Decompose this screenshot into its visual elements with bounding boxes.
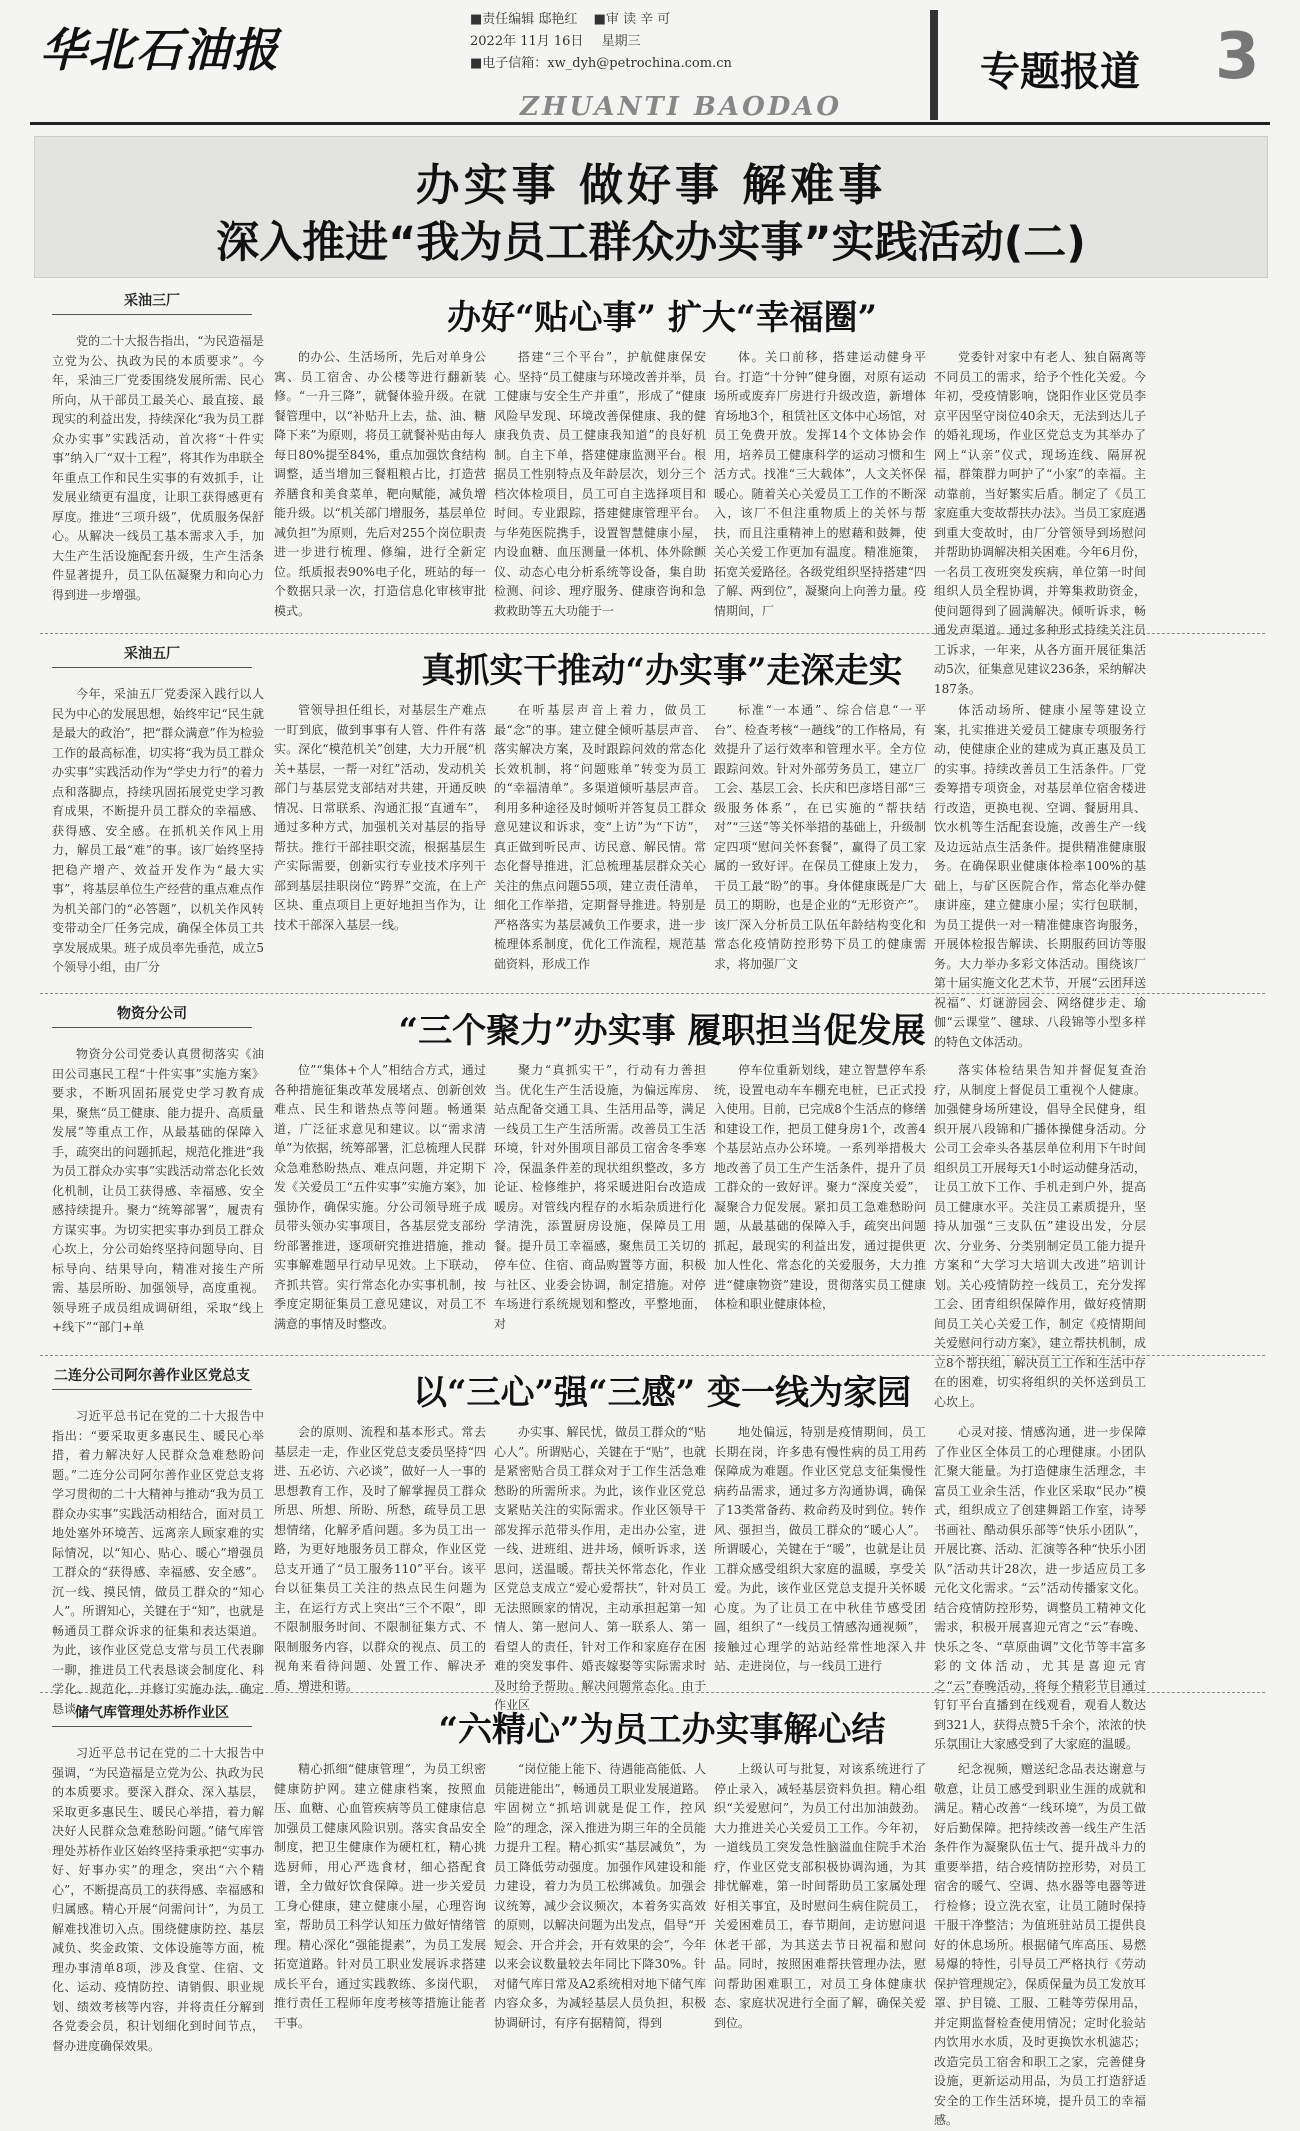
article-column [274,1760,486,2030]
article-column [494,701,706,979]
article-paragraph: 体。关口前移，搭建运动健身平台。打造“十分钟”健身圈，对原有运动场所或废弃厂房进行升级改造，新增体育场地3个，租赁社区文体中心场馆，对员工免费开放。发挥14个文体协会作用，培养员工健康科学的运动习惯和生活方式。找准“三大载体”，人文关怀保暖心。随着关心关爱员工工作的不断深入，该厂不但注重物质上的关怀与帮扶，而且注重精神上的慰藉和鼓舞，使关心关爱工作更加有温度。精准施策，拓宽关爱路径。各级党组织坚持搭建“四了解、两到位”，凝聚向上向善力量。疫情期间，厂 [714,350,926,618]
article-unit: 采油五厂 [52,643,252,668]
article-paragraph: 体活动场所、健康小屋等建设立案，扎实推进关爱员工健康专项服务行动，使健康企业的建成为真正惠及员工的实事。持续改善员工生活条件。厂党委筹措专项资金，对基层单位宿舍楼进行改造，更换电视、空调、餐厨用具、饮水机等生活配套设施，改善生产一线及边远站点生活条件。提供精准健康服务。在确保职业健康体检率100%的基础上，与矿区医院合作，常态化举办健康讲座，建立健康小屋；实行包联制，为员工提供一对一精准健康咨询服务，开展体检报告解读、长期服药回访等服务。大力举办多彩文体活动。围绕该厂第十届实施文化艺术节，开展“云团拜送祝福”、灯谜游园会、网络健步走、瑜伽“云课堂”、毽球、八段锦等小型多样的特色文体活动。 [934,703,1146,1049]
masthead-divider [930,10,938,120]
article-separator [40,1355,1265,1356]
article-paragraph: 搭建“三个平台”，护航健康保安心。坚持“员工健康与环境改善并举，员工健康与安全生产并重”，形成了“健康风险早发现、环境改善保健康、我的健康我负责、员工健康我知道”的良好机制。自主下单，搭建健康监测平台。根据员工性别特点及年龄层次，划分三个档次体检项目，员工可自主选择项目和时间。专业跟踪，搭建健康管理平台。与华苑医院携手，设置智慧健康小屋，内设血糖、血压测量一体机、体外除颤仪、动态心电分析系统等设备，集自助检测、问诊、理疗服务、健康咨询和急救救助等五大功能于一 [494,350,706,618]
section-pinyin: ZHUANTI BAODAO [520,92,843,122]
article-paragraph: 上级认可与批复，对该系统进行了停止录入，减轻基层资料负担。精心组织“关爱慰问”，为员工付出加油鼓劲。大力推进关心关爱员工工作。今年初，一道线员工突发急性脑溢血住院手术治疗，作业区党支部积极协调沟通，为其排忧解难，第一时间帮助员工家属处理好相关事宜，及时慰问生病住院员工，关爱困难员工，春节期间，走访慰问退休老干部，为其送去节日祝福和慰问品。同时，按照困难帮扶管理办法，慰问帮助困难职工，对员工身体健康状态、家庭状况进行全面了解，确保关爱到位。 [714,1762,926,2030]
article-column [934,1423,1146,1751]
banner-line-2: 深入推进“我为员工群众办实事”实践活动(二) [216,218,1086,268]
article-column [494,348,706,616]
article-paragraph: 位”“集体+个人”相结合方式，通过各种措施征集改革发展堵点、创新创效难点、民生和谐热点等问题。畅通渠道，广泛征求意见和建议。以“需求清单”为依据，统筹部署，汇总梳理人民群众急难愁盼热点、难点问题，并定期下发《关爱员工“五件实事”实施方案》，加强协作，确保实施。分公司领导班子成员带头领办实事项目，各基层党支部纷纷部署推进，逐项研究推进措施，推动实事解难题早行动早见效。上下联动，齐抓共管。实行常态化办实事机制，按季度定期征集员工意见建议，对员工不满意的事情及时整改。 [274,1063,486,1331]
article-headline: 以“三心”强“三感” 变一线为家园 [412,1373,912,1413]
article-unit: 储气库管理处苏桥作业区 [52,1702,252,1727]
article-column [274,348,486,616]
article-headline: “六精心”为员工办实事解心结 [438,1710,886,1750]
banner-line-1: 办实事 做好事 解难事 [415,160,887,211]
masthead-date-line [470,30,655,49]
editor: ■责任编辑 邸艳红 [470,12,578,27]
article-column [494,1423,706,1712]
article-column [934,1760,1146,2127]
article-column [274,1423,486,1693]
masthead-email: ■电子信箱：xw_dyh@petrochina.com.cn [470,56,732,71]
article-paragraph: 物资分公司党委认真贯彻落实《油田公司惠民工程“十件实事”实施方案》要求，不断巩固拓展党史学习教育成果，聚焦“员工健康、能力提升、高质量发展”等重点工作，从最基础的保障入手，疏突出的问题抓起，规范化推进“我为员工群众办实事”实践活动常态化长效化机制，让员工获得感、幸福感、安全感持续提升。聚力“统筹部署”，履责有方谋实事。为切实把实事办到员工群众心坎上，分公司始终坚持问题导向、目标导向、结果导向，精准对接生产所需、基层所盼、加强领导，高度重视。领导班子成员组成调研组，采取“线上+线下”“部门+单 [52,1047,264,1334]
article-unit: 采油三厂 [52,290,252,315]
article-column [52,1744,264,2053]
article-column [934,701,1146,1049]
section-title: 专题报道 [980,49,1140,95]
article-unit: 物资分公司 [52,1003,252,1028]
article-paragraph: 心灵对接、情感沟通，进一步保障了作业区全体员工的心理健康。小团队汇聚大能量。为打造健康生活理念，丰富员工业余生活，作业区采取“民办”模式，组织成立了创建舞蹈工作室，诗琴书画社、酷动俱乐部等“快乐小团队”，开展比赛、活动、汇演等各种“快乐小团队”活动共计28次，进一步适应员工多元化文化需求。“云”活动传播家文化。结合疫情防控形势，调整员工精神文化需求，积极开展喜迎元宵之“云”春晚、快乐之冬、“草原曲调”文化节等丰富多彩的文体活动，尤其是喜迎元宵之“云”春晚活动，将每个精彩节目通过钉钉平台直播到在线观看，观看人数达到321人，获得点赞5千余个，浓浓的快乐氛围让大家感受到了大家庭的温暖。 [934,1425,1146,1751]
article-column [52,1045,264,1339]
issue-date: 2022年 11月 16日 [470,34,584,49]
article-column [52,332,264,616]
reviewer: ■审 读 辛 可 [593,12,671,27]
article-unit: 二连分公司阿尔善作业区党总支 [52,1365,252,1390]
article-column [494,1061,706,1339]
article-paragraph: 办实事、解民忧，做员工群众的“贴心人”。所谓贴心，关键在于“贴”，也就是紧密贴合员工群众对于工作生活急难愁盼的所需所求。为此，该作业区党总支紧贴关注的实际需求。作业区领导干部发挥示范带头作用，走出办公室，进一线、进班组、进井场，倾听诉求，送思问，送温暖。帮扶关怀常态化，作业区党总支成立“爱心爱帮扶”，针对员工无法照顾家的情况，主动承担起第一知情人、第一慰问人、第一联系人、第一看望人的责任，针对工作和家庭存在困难的突发事件、婚丧嫁娶等实际需求时及时给予帮助。解决问题常态化。由于作业区 [494,1425,706,1712]
page-number: 3 [1215,20,1260,94]
article-paragraph: 会的原则、流程和基本形式。常去基层走一走，作业区党总支委员坚持“四进、五必访、六必谈”，做好一人一事的思想教育工作，及时了解掌握员工群众所思、所想、所盼、所愁，疏导员工思想情绪，化解矛盾问题。多为员工出一路，为更好地服务员工群众，作业区党总支开通了“员工服务110”平台。该平台以征集员工关注的热点民生问题为主，在运行方式上突出“三个不限”，即不限制服务时间、不限制征集方式、不限制服务内容，以群众的视点、员工的视角来看待问题、处置工作、解决矛盾、增进和谐。 [274,1425,486,1693]
article-paragraph: “岗位能上能下、待遇能高能低、人员能进能出”，畅通员工职业发展道路。牢固树立“抓培训就是促工作，控风险”的理念，深入推进为期三年的全员能力提升工程。精心抓实“基层减负”，为员工降低劳动强度。加强作风建设和能力建设，着力为员工松绑减负。加强会议统筹，减少会议频次，本着务实高效的原则，以解决问题为出发点，倡导“开短会、开合并会，开有效果的会”，今年以来会议数量较去年同比下降30%。针对储气库日常及A2系统相对地下储气库内容众多，为减轻基层人员负担，积极协调研讨，有序有据精简，得到 [494,1762,706,2030]
article-headline: 办好“贴心事” 扩大“幸福圈” [446,298,878,338]
article-column [714,701,926,979]
article-paragraph: 精心抓细“健康管理”，为员工织密健康防护网。建立健康档案，按照血压、血糖、心血管疾病等员工健康信息加强员工健康风险识别。落实食品安全制度，把卫生健康作为硬杠杠，精心挑选厨师，用心严选食材，细心搭配食谱，全力做好饮食保障。进一步关爱员工身心健康，建立健康小屋，心理咨询室，帮助员工科学认知压力做好情绪管理。精心深化“强能提素”，为员工发展拓宽道路。针对员工职业发展诉求搭建成长平台，通过实践教练、多岗代职，推行责任工程师年度考核等措施让能者干事。 [274,1762,486,2030]
article-headline: 真抓实干推动“办实事”走深走实 [421,651,903,691]
article-column [934,348,1146,696]
masthead-editor-line [470,8,670,27]
article-paragraph: 的办公、生活场所，先后对单身公寓、员工宿舍、办公楼等进行翻新装修。“一升三降”，就餐体验升级。在就餐管理中，以“补贴升上去，盐、油、糖降下来”为原则，将员工就餐补贴由每人每日80%提至84%，重点加强饮食结构调整，适当增加三餐粗粮占比，打造营养膳食和美食菜单，靶向赋能，减负增能升级。以“机关部门增服务，基层单位减负担”为原则，先后对255个岗位职责进一步进行梳理、修编，进行全新定位。纸质报表90%电子化，班站的每一个数据只录一次，打造信息化审核审批模式。 [274,350,486,618]
article-column [274,701,486,979]
article-paragraph: 党的二十大报告指出，“为民造福是立党为公、执政为民的本质要求”。今年，采油三厂党委围绕发展所需、民心所向，从干部员工最关心、最直接、最现实的利益出发，持续深化“我为员工群众办实事”实践活动，首次将“十件实事”纳入厂“双十工程”，将其作为串联全年重点工作和民生实事的有效抓手，让发展业绩更有温度，让职工获得感更有厚度。推进“三项升级”，优质服务保舒心。从解决一线员工基本需求入手，加大生产生活设施配套升级，生产生活条件显著提升，员工队伍凝聚力和向心力得到进一步增强。 [52,334,264,602]
article-paragraph: 习近平总书记在党的二十大报告中指出：“要采取更多惠民生、暖民心举措，着力解决好人民群众急难愁盼问题。”二连分公司阿尔善作业区党总支将学习贯彻的二十大精神与推动“我为员工群众办实事”实践活动相结合，面对员工地处塞外环境苦、远离亲人顾家难的实际情况，以“知心、贴心、暖心”增强员工群众的“获得感、幸福感、安全感”。沉一线、摸民情，做员工群众的“知心人”。所谓知心，关键在于“知”，也就是畅通员工群众诉求的征集和表达渠道。为此，该作业区党总支常与员工代表聊一聊，推进员工代表恳谈会制度化、科学化、规范化，并修订实施办法，确定恳谈 [52,1409,264,1716]
article-column [274,1061,486,1339]
feature-banner [34,136,1268,278]
article-paragraph: 地处偏远，特别是疫情期间，员工长期在岗，许多患有慢性病的员工用药保障成为难题。作业区党总支征集慢性病药品需求，通过多方沟通协调，确保了13类常备药、救命药及时到位。转作风、强担当，做员工群众的“暖心人”。所谓暖心，关键在于“暖”，也就是让员工群众感受组织大家庭的温暖，享受关爱。为此，该作业区党总支提升关怀暖心度。为了让员工在中秋佳节感受团圆，组织了“一线员工情感沟通视频”，接触过心理学的站站经常性地深入井站、走进岗位，与一线员工进行 [714,1425,926,1673]
newspaper-logo: 华北石油报 [40,23,280,77]
article-paragraph: 党委针对家中有老人、独自隔离等不同员工的需求，给予个性化关爱。今年初，受疫情影响，饶阳作业区党员李京平因坚守岗位40余天，无法到达儿子的婚礼现场，作业区党总支为其举办了网上“认亲”仪式，现场连线、隔屏祝福，群策群力呵护了“小家”的幸福。主动靠前，当好繁实后盾。制定了《员工家庭重大变故帮扶办法》。当员工家庭遇到重大变故时，由厂分管领导到场慰问并帮助协调解决相关困难。今年6月份，一名员工夜班突发疾病，单位第一时间组织人员全程协调，并筹集救助资金，使问题得到了圆满解决。倾听诉求，畅通发声渠道。通过多种形式持续关注员工诉求，一年来，从各方面开展征集活动5次，征集意见建议236条，采纳解决187条。 [934,350,1146,696]
article-paragraph: 管领导担任组长，对基层生产难点一盯到底，做到事事有人管、件件有落实。深化“模范机关”创建，大力开展“机关+基层，一帮一对红”活动，发动机关部门与基层党支部结对共建，开通反映情况、日常联系、沟通汇报“直通车”，通过多种方式，加强机关对基层的指导帮扶。推行干部挂职交流，根据基层生产实际需要，创新实行专业技术序列干部到基层挂职岗位“跨界”交流，在上产区块、重点项目上更好地担当作为，让技术干部深入基层一线。 [274,703,486,932]
article-paragraph: 落实体检结果告知并督促复查治疗，从制度上督促员工重视个人健康。加强健身场所建设，倡导全民健身，组织开展八段锦和广播体操健身活动。分公司工会牵头各基层单位利用下午时间组织员工开展每天1小时运动健身活动，让员工放下工作、手机走到户外，提高员工健康水平。关注员工素质提升，坚持从加强“三支队伍”建设出发，分层次、分业务、分类别制定员工能力提升方案和“大学习大培训大改进”培训计划。关心疫情防控一线员工，充分发挥工会、团青组织保障作用，做好疫情期间员工关心关爱工作，制定《疫情期间关爱慰问行动方案》，建立帮扶机制，成立8个帮扶组，解决员工工作和生活中存在的困难，切实将组织的关怀送到员工心坎上。 [934,1063,1146,1409]
issue-weekday: 星期三 [601,34,641,49]
article-column [934,1061,1146,1409]
article-paragraph: 标准“一本通”、综合信息“一平台”、检查考核“一趟线”的工作格局，有效提升了运行效率和管理水平。全方位跟踪问效。针对外部劳务员工，建立厂工会、基层工会、长庆和巴彦塔目部“三级服务体系”，在已实施的“帮扶结对”“三送”等关怀举措的基础上，升级制定四项“慰问关怀套餐”，赢得了员工家属的一致好评。在保员工健康上发力，干员工最“盼”的事。身体健康既是广大员工的期盼，也是企业的“无形资产”。该厂深入分析员工队伍年龄结构变化和常态化疫情防控形势下员工的健康需求，将加强厂文 [714,703,926,971]
article-separator [40,633,1265,634]
article-column [714,1061,926,1339]
article-headline: “三个聚力”办实事 履职担当促发展 [398,1011,926,1051]
article-paragraph: 习近平总书记在党的二十大报告中强调，“为民造福是立党为公、执政为民的本质要求。要深入群众、深入基层，采取更多惠民生、暖民心举措，着力解决好人民群众急难愁盼问题。”储气库管理处苏桥作业区始终坚持秉承把“实事办好、好事办实”的理念，突出“六个精心”，不断提高员工的获得感、幸福感和归属感。精心开展“问需问计”，为员工解难找准切入点。围绕健康防控、基层减负、奖金政策、文体设施等方面，梳理办事清单8项，涉及食堂、住宿、文化、运动、疫情防控、请销假、职业规划、绩效考核等内容，并将责任分解到各党委会员，积计划细化到时间节点，督办进度确保效果。 [52,1746,264,2053]
article [52,1702,1262,2127]
article-column [494,1760,706,2030]
article-paragraph: 停车位重新划线，建立智慧停车系统，设置电动车车棚充电桩，已正式投入使用。目前，已完成8个生活点的修缮和建设工作，把员工健身房1个，改善4个基层站点办公环境。一系列举措极大地改善了员工生产生活条件，提升了员工群众的一致好评。聚力“深度关爱”，凝聚合力促发展。紧扣员工急难愁盼问题，从最基础的保障入手，疏突出问题抓起，最现实的利益出发，通过提供更加人性化、常态化的关爱服务，大力推进“健康物资”建设，贯彻落实员工健康体检和职业健康体检， [714,1063,926,1311]
article-paragraph: 在听基层声音上着力，做员工最“念”的事。建立健全倾听基层声音、落实解决方案，及时跟踪问效的常态化长效机制，将“问题账单”转变为员工的“幸福清单”。多渠道倾听基层声音。利用多种途径及时倾听并答复员工群众意见建议和诉求，变“上访”为“下访”，真正做到听民声、访民意、解民情。常态化督导推进，汇总梳理基层群众关心关注的焦点问题55项，建立责任清单，细化工作举措，定期督导推进。特别是严格落实为基层减负工作要求，进一步梳理体系制度，优化工作流程，规范基础资料，形成工作 [494,703,706,971]
article-separator [40,993,1265,994]
article-paragraph: 聚力“真抓实干”，行动有力善担当。优化生产生活设施，为偏远库房、站点配备交通工具、生活用品等，满足一线员工生产生活所需。改善员工生活环境，针对外围项目部员工宿舍冬季寒冷，保温条件差的现状组织整改，多方论证、检修维护，将采暖进阳台改造成暖房。对管线内程存的水垢杂质进行化学清洗，添置厨房设施，保障员工用餐。提升员工幸福感，聚焦员工关切的停车位、住宿、商品购置等方面，积极与社区、业委会协调，制定措施。对停车场进行系统规划和整改，平整地面，对 [494,1063,706,1331]
article-paragraph: 今年，采油五厂党委深入践行以人民为中心的发展思想，始终牢记“民生就是最大的政治”，把“群众满意”作为检验工作的最高标准，切实将“我为员工群众办实事”实践活动作为“学史力行”的着力点和落脚点，持续巩固拓展党史学习教育成果，不断提升员工群众的幸福感、获得感、安全感。在抓机关作风上用力，解员工最“难”的事。该厂始终坚持把稳产增产、效益开发作为“最大实事”，将基层单位生产经营的重点难点作为机关部门的“必答题”，以机关作风转变带动全厂任务完成，确保全体员工共享发展成果。班子成员率先垂范，成立5个领导小组，由厂分 [52,687,264,974]
article-column [52,685,264,979]
article-column [714,1423,926,1676]
article-paragraph: 纪念视频，赠送纪念品表达谢意与敬意，让员工感受到职业生涯的成就和满足。精心改善“一线环境”，为员工做好后勤保障。把持续改善一线生产生活条件作为凝聚队伍士气、提升战斗力的重要举措，结合疫情防控形势，对员工宿舍的暖气、空调、热水器等电器等进行检修；设立洗衣室，让员工随时保持干服干净整洁；为值班驻站员工提供良好的休息场所。根据储气库高压、易燃易爆的特性，引导员工严格执行《劳动保护管理规定》，保质保量为员工发放耳罩、护目镜、工服、工鞋等劳保用品，并定期监督检查使用情况；定时化验站内饮用水水质，及时更换饮水机滤芯；改造完员工宿舍和职工之家，完善健身设施，更新运动用品，为员工打造舒适安全的工作生活环境，提升员工的幸福感。 [934,1762,1146,2127]
masthead-rule [30,122,1270,125]
article-separator [40,1692,1265,1693]
article-column [714,348,926,616]
article-column [714,1760,926,2030]
